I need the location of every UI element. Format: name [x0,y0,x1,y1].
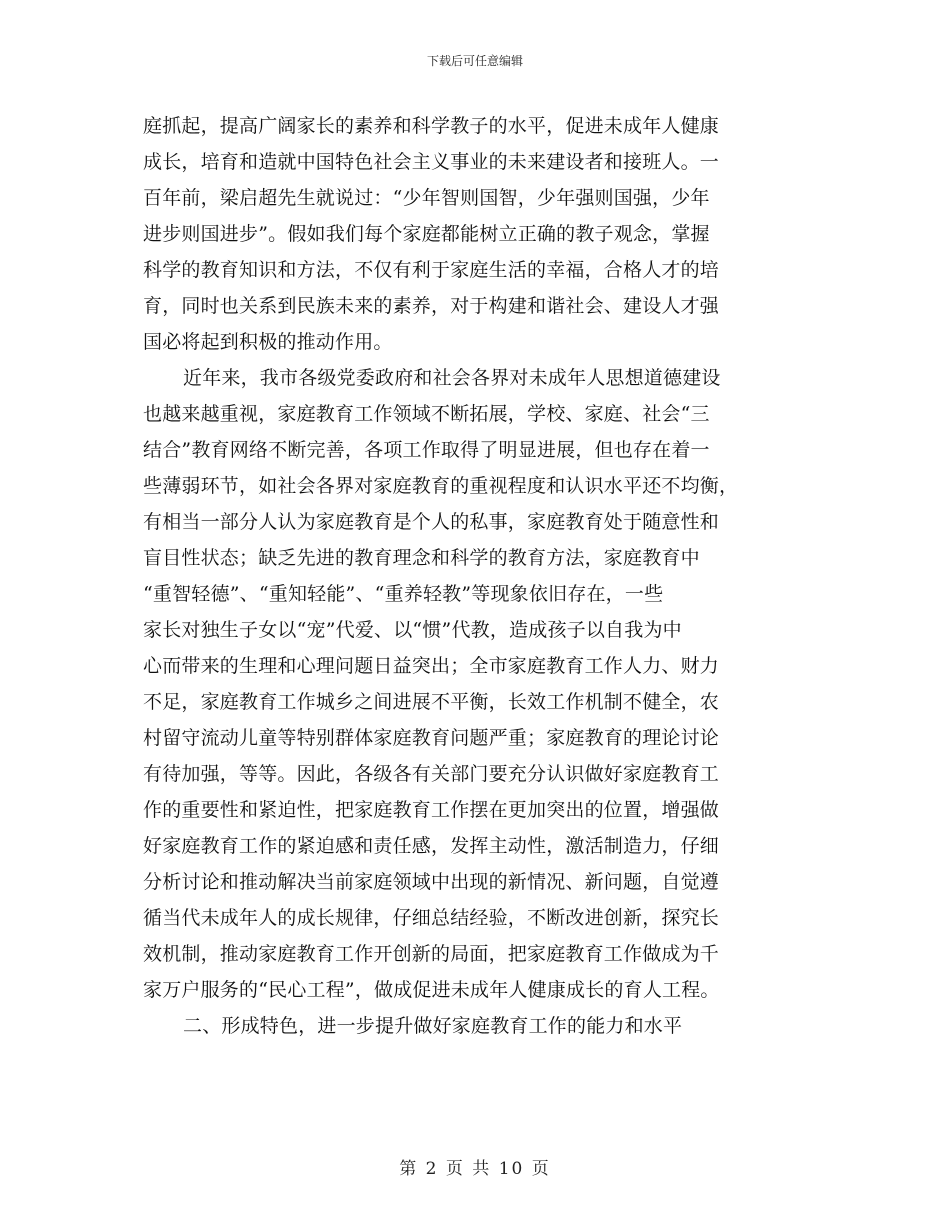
text-line: 循当代未成年人的成长规律，仔细总结经验，不断改进创新，探究长 [143,907,720,929]
document-body [143,108,803,1044]
text-line: 盲目性状态；缺乏先进的教育理念和科学的教育方法，家庭教育中 [143,547,700,569]
text-line: 效机制，推动家庭教育工作开创新的局面，把家庭教育工作做成为千 [143,943,720,965]
text-line: 家长对独生子女以“宠”代爱、以“惯”代教，造成孩子以自我为中 [143,619,682,641]
text-line: 心而带来的生理和心理问题日益突出；全市家庭教育工作人力、财力 [143,655,720,677]
text-line: 庭抓起，提高广阔家长的素养和科学教子的水平，促进未成年人健康 [143,115,720,137]
text-line: 好家庭教育工作的紧迫感和责任感，发挥主动性，激活制造力，仔细 [143,835,720,857]
paragraph-start-line: 近年来，我市各级党委政府和社会各界对未成年人思想道德建设 [183,367,721,389]
text-line: 进步则国进步”。假如我们每个家庭都能树立正确的教子观念，掌握 [143,223,710,245]
text-line: 百年前，梁启超先生就说过：“少年智则国智，少年强则国强，少年 [143,187,710,209]
text-line: 不足，家庭教育工作城乡之间进展不平衡，长效工作机制不健全，农 [143,691,720,713]
text-line: 作的重要性和紧迫性，把家庭教育工作摆在更加突出的位置，增强做 [143,799,720,821]
text-line: “重智轻德”、“重知轻能”、“重养轻教”等现象依旧存在，一些 [143,583,664,605]
text-line: 村留守流动儿童等特别群体家庭教育问题严重；家庭教育的理论讨论 [143,727,720,749]
text-line: 成长，培育和造就中国特色社会主义事业的未来建设者和接班人。一 [143,151,720,173]
text-line: 结合”教育网络不断完善，各项工作取得了明显进展，但也存在着一 [143,439,710,461]
text-line: 国必将起到积极的推动作用。 [143,331,393,353]
page-number: 第 2 页 共 10 页 [399,1159,551,1179]
text-line: 有待加强，等等。因此，各级各有关部门要充分认识做好家庭教育工 [143,763,720,785]
text-line: 育，同时也关系到民族未来的素养，对于构建和谐社会、建设人才强 [143,295,720,317]
page-header: 下载后可任意编辑 [426,54,523,68]
text-line: 分析讨论和推动解决当前家庭领域中出现的新情况、新问题，自觉遵 [143,871,720,893]
text-line: 些薄弱环节，如社会各界对家庭教育的重视程度和认识水平还不均衡， [143,475,739,497]
text-line: 也越来越重视，家庭教育工作领域不断拓展，学校、家庭、社会“三 [143,403,710,425]
section-heading: 二、形成特色，进一步提升做好家庭教育工作的能力和水平 [183,1015,683,1037]
text-line: 家万户服务的“民心工程”，做成促进未成年人健康成长的育人工程。 [143,979,720,1001]
text-line: 科学的教育知识和方法，不仅有利于家庭生活的幸福，合格人才的培 [143,259,720,281]
text-line: 有相当一部分人认为家庭教育是个人的私事，家庭教育处于随意性和 [143,511,720,533]
